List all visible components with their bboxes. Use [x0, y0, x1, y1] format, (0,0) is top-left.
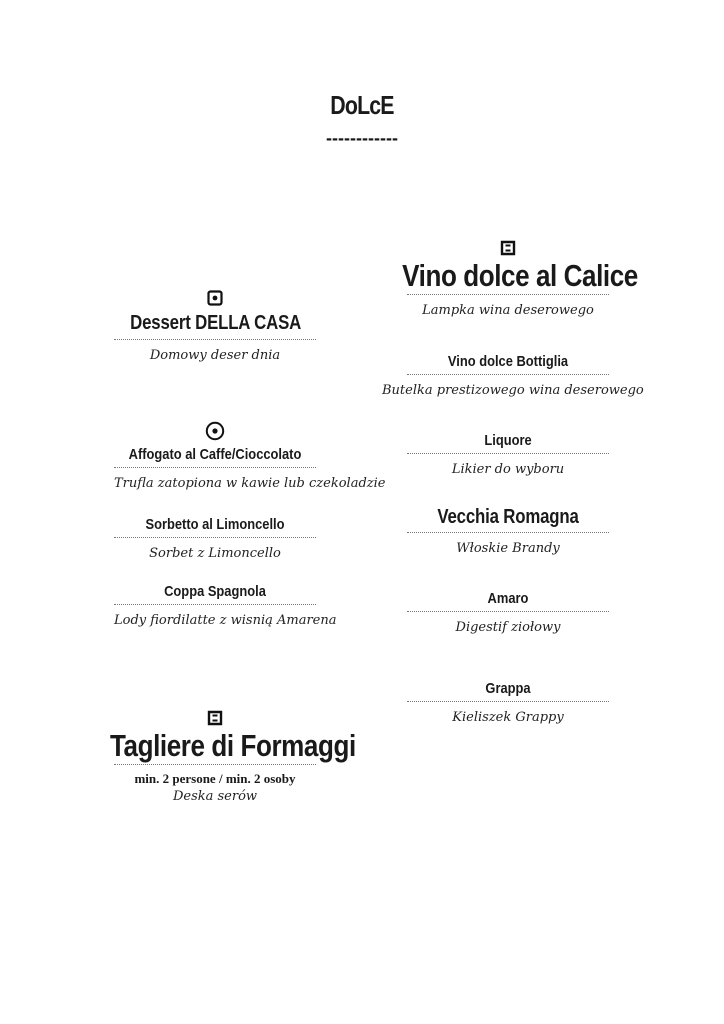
- item-description: Lody fiordilatte z wisnią Amarena: [114, 613, 337, 628]
- menu-item-coppa-spagnola: [114, 583, 337, 628]
- circle-dot-icon: [205, 421, 225, 441]
- item-title: Grappa: [485, 680, 531, 697]
- item-title: Amaro: [487, 590, 529, 607]
- item-title: Vino dolce Bottiglia: [447, 353, 569, 370]
- item-title: Affogato al Caffe/Cioccolato: [128, 446, 302, 463]
- menu-item-tagliere: [90, 710, 356, 804]
- divider: [114, 537, 316, 538]
- menu-item-vecchia-romagna: [382, 506, 634, 556]
- item-description: Domowy deser dnia: [149, 348, 281, 363]
- item-title: Vecchia Romagna: [437, 506, 579, 528]
- item-title: Sorbetto al Limoncello: [145, 516, 285, 533]
- menu-item-vino-bottiglia: [382, 353, 644, 398]
- item-description: Sorbet z Limoncello: [149, 546, 281, 561]
- menu-item-liquore: [382, 432, 634, 477]
- item-description: Deska serów: [172, 789, 258, 804]
- menu-item-amaro: [382, 590, 634, 635]
- item-description: Digestif ziołowy: [455, 620, 561, 635]
- square-bracket-icon: [207, 710, 223, 726]
- divider: [407, 701, 609, 702]
- menu-item-sorbetto: [114, 516, 316, 561]
- menu-item-vino-calice: [382, 240, 638, 318]
- item-description: Trufla zatopiona w kawie lub czekoladzie: [114, 476, 386, 491]
- divider: [114, 604, 316, 605]
- title-underline: ------------: [326, 128, 398, 148]
- item-description: Kieliszek Grappy: [452, 710, 564, 725]
- page-title: DoLcE: [330, 90, 394, 120]
- divider: [114, 339, 316, 340]
- divider: [407, 294, 609, 295]
- divider: [407, 532, 609, 533]
- divider: [407, 374, 609, 375]
- divider: [407, 611, 609, 612]
- item-title: Liquore: [484, 432, 532, 449]
- item-title: Coppa Spagnola: [164, 583, 266, 600]
- item-description: Butelka prestizowego wina deserowego: [382, 383, 644, 398]
- item-description: Likier do wyboru: [451, 462, 565, 477]
- item-title: Dessert DELLA CASA: [130, 312, 302, 334]
- item-description: Włoskie Brandy: [456, 541, 560, 556]
- item-note: min. 2 persone / min. 2 osoby: [134, 771, 296, 786]
- menu-item-affogato: [114, 421, 386, 491]
- divider: [114, 764, 316, 765]
- square-dot-icon: [207, 290, 223, 306]
- divider: [407, 453, 609, 454]
- square-bracket-icon: [500, 240, 516, 256]
- item-title: Tagliere di Formaggi: [110, 728, 356, 763]
- menu-item-grappa: [382, 680, 634, 725]
- divider: [114, 467, 316, 468]
- item-title: Vino dolce al Calice: [402, 258, 638, 293]
- item-description: Lampka wina deserowego: [422, 303, 594, 318]
- menu-item-dessert-della-casa: [114, 290, 316, 363]
